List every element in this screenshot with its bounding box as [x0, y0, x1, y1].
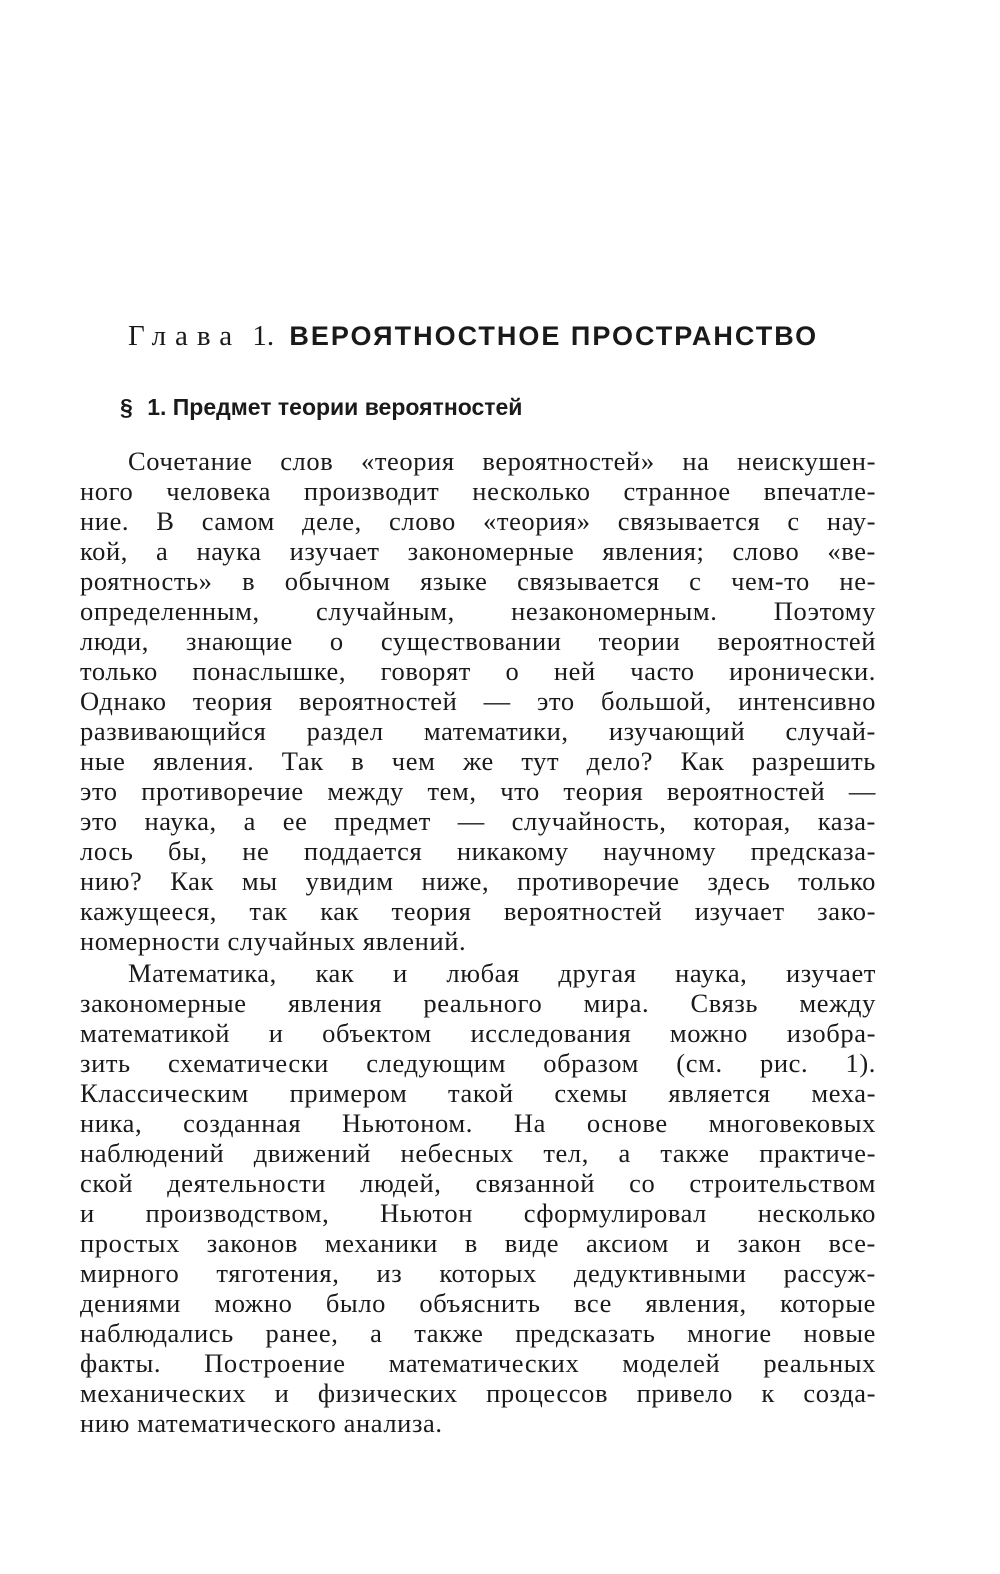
text-line: мирного тяготения, из которых дедуктивными рассуж- [80, 1258, 876, 1288]
text-line: математикой и объектом исследования можно изобра- [80, 1018, 876, 1048]
text-line: лось бы, не поддается никакому научному предсказа- [80, 836, 876, 866]
section-heading [120, 392, 522, 422]
text-line: это наука, а ее предмет — случайность, которая, каза- [80, 806, 876, 836]
text-line: развивающийся раздел математики, изучающий случай- [80, 716, 876, 746]
text-line: Классическим примером такой схемы является меха- [80, 1078, 876, 1108]
section-title: 1. Предмет теории вероятностей [147, 394, 523, 420]
text-line: факты. Построение математических моделей реальных [80, 1348, 876, 1378]
chapter-heading [128, 318, 888, 354]
text-line: ные явления. Так в чем же тут дело? Как разрешить [80, 746, 876, 776]
text-line: наблюдений движений небесных тел, а также практиче- [80, 1138, 876, 1168]
text-line: ного человека производит несколько странное впечатле- [80, 476, 876, 506]
text-line: ника, созданная Ньютоном. На основе многовековых [80, 1108, 876, 1138]
chapter-word: Глава [128, 320, 242, 352]
text-line: наблюдались ранее, а также предсказать многие новые [80, 1318, 876, 1348]
chapter-title: ВЕРОЯТНОСТНОЕ ПРОСТРАНСТВО [289, 321, 819, 351]
text-line: только понаслышке, говорят о ней часто иронически. [80, 656, 876, 686]
text-line: Математика, как и любая другая наука, изучает [128, 958, 876, 988]
text-line: определенным, случайным, незакономерным. Поэтому [80, 596, 876, 626]
text-line: это противоречие между тем, что теория вероятностей — [80, 776, 876, 806]
text-line: и производством, Ньютон сформулировал несколько [80, 1198, 876, 1228]
text-line: Однако теория вероятностей — это большой, интенсивно [80, 686, 876, 716]
text-line: закономерные явления реального мира. Связь между [80, 988, 876, 1018]
text-line: Сочетание слов «теория вероятностей» на неискушен- [128, 446, 876, 476]
text-line: ской деятельности людей, связанной со строительством [80, 1168, 876, 1198]
text-line: нию математического анализа. [80, 1408, 443, 1438]
text-line: роятность» в обычном языке связывается с чем-то не- [80, 566, 876, 596]
text-line: механических и физических процессов привело к созда- [80, 1378, 876, 1408]
text-line: простых законов механики в виде аксиом и закон все- [80, 1228, 876, 1258]
text-line: зить схематически следующим образом (см. рис. 1). [80, 1048, 876, 1078]
text-line: люди, знающие о существовании теории вероятностей [80, 626, 876, 656]
text-line: дениями можно было объяснить все явления, которые [80, 1288, 876, 1318]
chapter-number: 1. [252, 320, 275, 352]
section-sign: § [120, 394, 133, 420]
text-line: ние. В самом деле, слово «теория» связывается с нау- [80, 506, 876, 536]
text-line: кажущееся, так как теория вероятностей изучает зако- [80, 896, 876, 926]
text-line: номерности случайных явлений. [80, 926, 467, 956]
text-line: кой, а наука изучает закономерные явления; слово «ве- [80, 536, 876, 566]
text-line: нию? Как мы увидим ниже, противоречие здесь только [80, 866, 876, 896]
